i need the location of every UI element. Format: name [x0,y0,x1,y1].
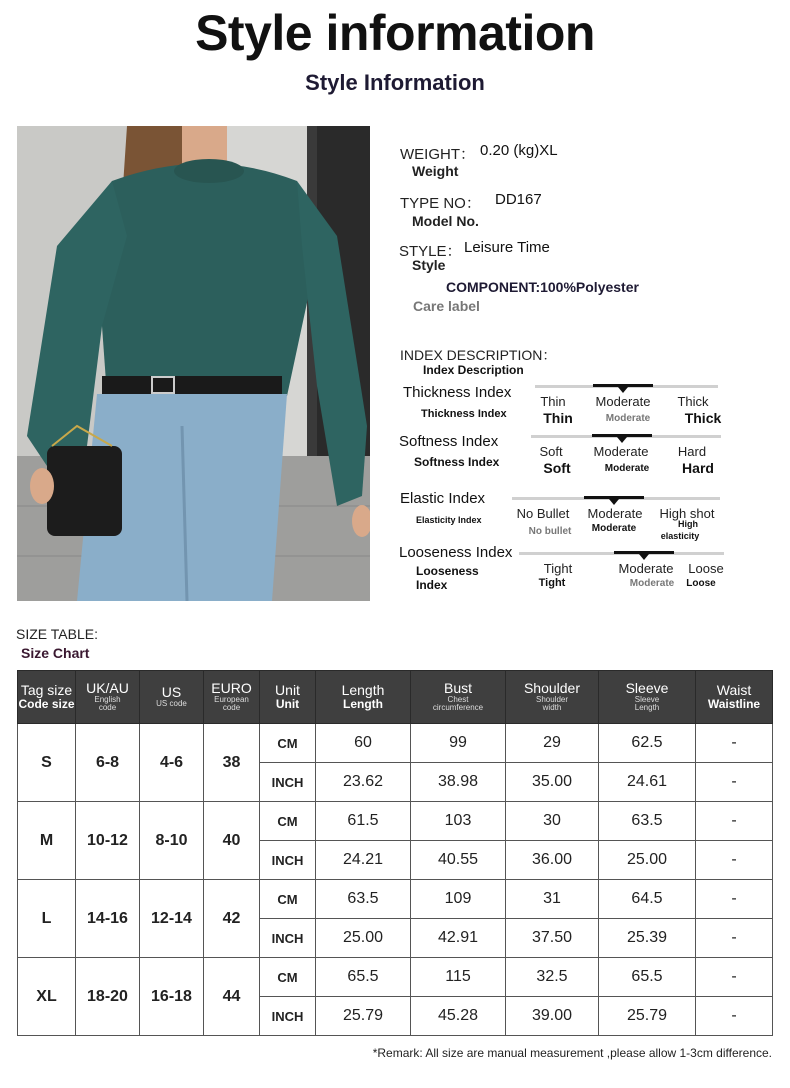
header-unit: Unit Unit [260,671,316,724]
shoulder-cell: 36.00 [506,841,599,880]
bust-cell: 103 [411,802,506,841]
thickness-option-thin: Thin [540,394,566,409]
style-sublabel: Style [412,257,446,273]
waist-cell: - [696,802,773,841]
type-value: DD167 [495,191,542,208]
looseness-option-tight: Tight [543,561,573,576]
size-chart-label: Size Chart [21,645,90,661]
looseness-label: Looseness Index [399,544,513,561]
index-heading: INDEX DESCRIPTION： [400,347,557,363]
size-cell: XL [18,958,76,1036]
shoulder-cell: 39.00 [506,997,599,1036]
bust-cell: 40.55 [411,841,506,880]
looseness-pointer-icon [639,554,649,560]
softness-option-moderate: Moderate [593,444,649,459]
care-label: Care label [413,298,480,314]
thickness-option-thick: Thick [677,394,709,409]
looseness-sublabel-2: Index [416,578,448,592]
header-sleeve: Sleeve Sleeve Length [599,671,696,724]
thickness-option-thick-sub: Thick [684,410,722,426]
us-code-cell: 8-10 [140,802,204,880]
length-cell: 24.21 [316,841,411,880]
sleeve-cell: 63.5 [599,802,696,841]
length-cell: 23.62 [316,763,411,802]
table-row [18,724,773,763]
softness-option-hard-sub: Hard [682,460,714,476]
component-text: COMPONENT:100%Polyester [446,279,639,295]
bust-cell: 42.91 [411,919,506,958]
length-cell: 25.79 [316,997,411,1036]
euro-code-cell: 44 [204,958,260,1036]
style-value: Leisure Time [464,239,550,256]
style-label: STYLE： [399,243,462,260]
weight-label: WEIGHT： [400,146,475,163]
unit-cell: CM [260,802,316,841]
page-title: Style information [195,5,595,61]
sleeve-cell: 65.5 [599,958,696,997]
looseness-sublabel-1: Looseness [416,564,479,578]
softness-label: Softness Index [399,433,499,450]
waist-cell: - [696,997,773,1036]
waist-cell: - [696,724,773,763]
unit-cell: CM [260,958,316,997]
size-cell: S [18,724,76,802]
size-table [17,670,773,1036]
uk-code-cell: 6-8 [76,724,140,802]
uk-code-cell: 14-16 [76,880,140,958]
header-euro: EURO European code [204,671,260,724]
size-cell: M [18,802,76,880]
shoulder-cell: 29 [506,724,599,763]
elastic-option-moderate-sub: Moderate [591,523,637,534]
us-code-cell: 12-14 [140,880,204,958]
elastic-sublabel: Elasticity Index [416,515,482,525]
waist-cell: - [696,958,773,997]
softness-option-hard: Hard [677,444,707,459]
header-uk-au: UK/AU English code [76,671,140,724]
elastic-option-no-bullet-sub: No bullet [528,526,572,537]
size-table-label: SIZE TABLE: [16,626,98,642]
header-length: Length Length [316,671,411,724]
weight-sublabel: Weight [412,163,459,179]
shoulder-cell: 37.50 [506,919,599,958]
product-photo [17,126,370,601]
elastic-pointer-icon [609,499,619,505]
looseness-option-tight-sub: Tight [538,577,566,589]
euro-code-cell: 40 [204,802,260,880]
thickness-option-moderate: Moderate [595,394,651,409]
table-row [18,802,773,841]
unit-cell: INCH [260,997,316,1036]
unit-cell: INCH [260,763,316,802]
euro-code-cell: 38 [204,724,260,802]
table-row [18,880,773,919]
softness-option-soft-sub: Soft [543,460,571,476]
uk-code-cell: 18-20 [76,958,140,1036]
unit-cell: CM [260,880,316,919]
bust-cell: 115 [411,958,506,997]
bust-cell: 99 [411,724,506,763]
length-cell: 61.5 [316,802,411,841]
sleeve-cell: 25.00 [599,841,696,880]
table-row [18,958,773,997]
shoulder-cell: 32.5 [506,958,599,997]
looseness-option-moderate: Moderate [618,561,674,576]
sleeve-cell: 62.5 [599,724,696,763]
sleeve-cell: 25.39 [599,919,696,958]
bust-cell: 109 [411,880,506,919]
remark-text: *Remark: All size are manual measurement ,please allow 1-3cm difference. [372,1046,772,1060]
table-header-row [18,671,773,724]
header-tag-size: Tag size Code size [18,671,76,724]
waist-cell: - [696,880,773,919]
length-cell: 63.5 [316,880,411,919]
shoulder-cell: 35.00 [506,763,599,802]
looseness-option-loose: Loose [688,561,724,576]
thickness-option-moderate-sub: Moderate [605,413,651,424]
index-heading-sub: Index Description [423,363,524,377]
thickness-sublabel: Thickness Index [421,408,507,420]
thickness-option-thin-sub: Thin [543,410,573,426]
type-label: TYPE NO： [400,195,481,212]
softness-sublabel: Softness Index [414,455,500,469]
elastic-option-high-shot: High shot [659,506,715,521]
thickness-pointer-icon [618,387,628,393]
bust-cell: 38.98 [411,763,506,802]
elastic-option-moderate: Moderate [587,506,643,521]
type-sublabel: Model No. [412,213,479,229]
looseness-option-loose-sub: Loose [686,578,716,589]
page-subtitle: Style Information [305,70,485,95]
size-cell: L [18,880,76,958]
waist-cell: - [696,919,773,958]
header-bust: Bust Chest circumference [411,671,506,724]
weight-value: 0.20 (kg)XL [480,142,558,159]
shoulder-cell: 31 [506,880,599,919]
sleeve-cell: 25.79 [599,997,696,1036]
unit-cell: INCH [260,919,316,958]
elastic-option-elasticity-sub: elasticity [660,531,700,541]
softness-option-soft: Soft [539,444,563,459]
bust-cell: 45.28 [411,997,506,1036]
unit-cell: INCH [260,841,316,880]
elastic-option-high-sub: High [678,519,698,529]
length-cell: 65.5 [316,958,411,997]
uk-code-cell: 10-12 [76,802,140,880]
elastic-label: Elastic Index [400,490,486,507]
header-shoulder: Shoulder Shoulder width [506,671,599,724]
sleeve-cell: 24.61 [599,763,696,802]
us-code-cell: 4-6 [140,724,204,802]
looseness-option-moderate-sub: Moderate [629,578,675,589]
waist-cell: - [696,841,773,880]
shoulder-cell: 30 [506,802,599,841]
header-us: US US code [140,671,204,724]
softness-pointer-icon [617,437,627,443]
header-waist: Waist Waistline [696,671,773,724]
length-cell: 60 [316,724,411,763]
us-code-cell: 16-18 [140,958,204,1036]
sleeve-cell: 64.5 [599,880,696,919]
thickness-label: Thickness Index [403,384,512,401]
unit-cell: CM [260,724,316,763]
waist-cell: - [696,763,773,802]
elastic-option-no-bullet: No Bullet [516,506,570,521]
euro-code-cell: 42 [204,880,260,958]
length-cell: 25.00 [316,919,411,958]
softness-option-moderate-sub: Moderate [604,463,650,474]
